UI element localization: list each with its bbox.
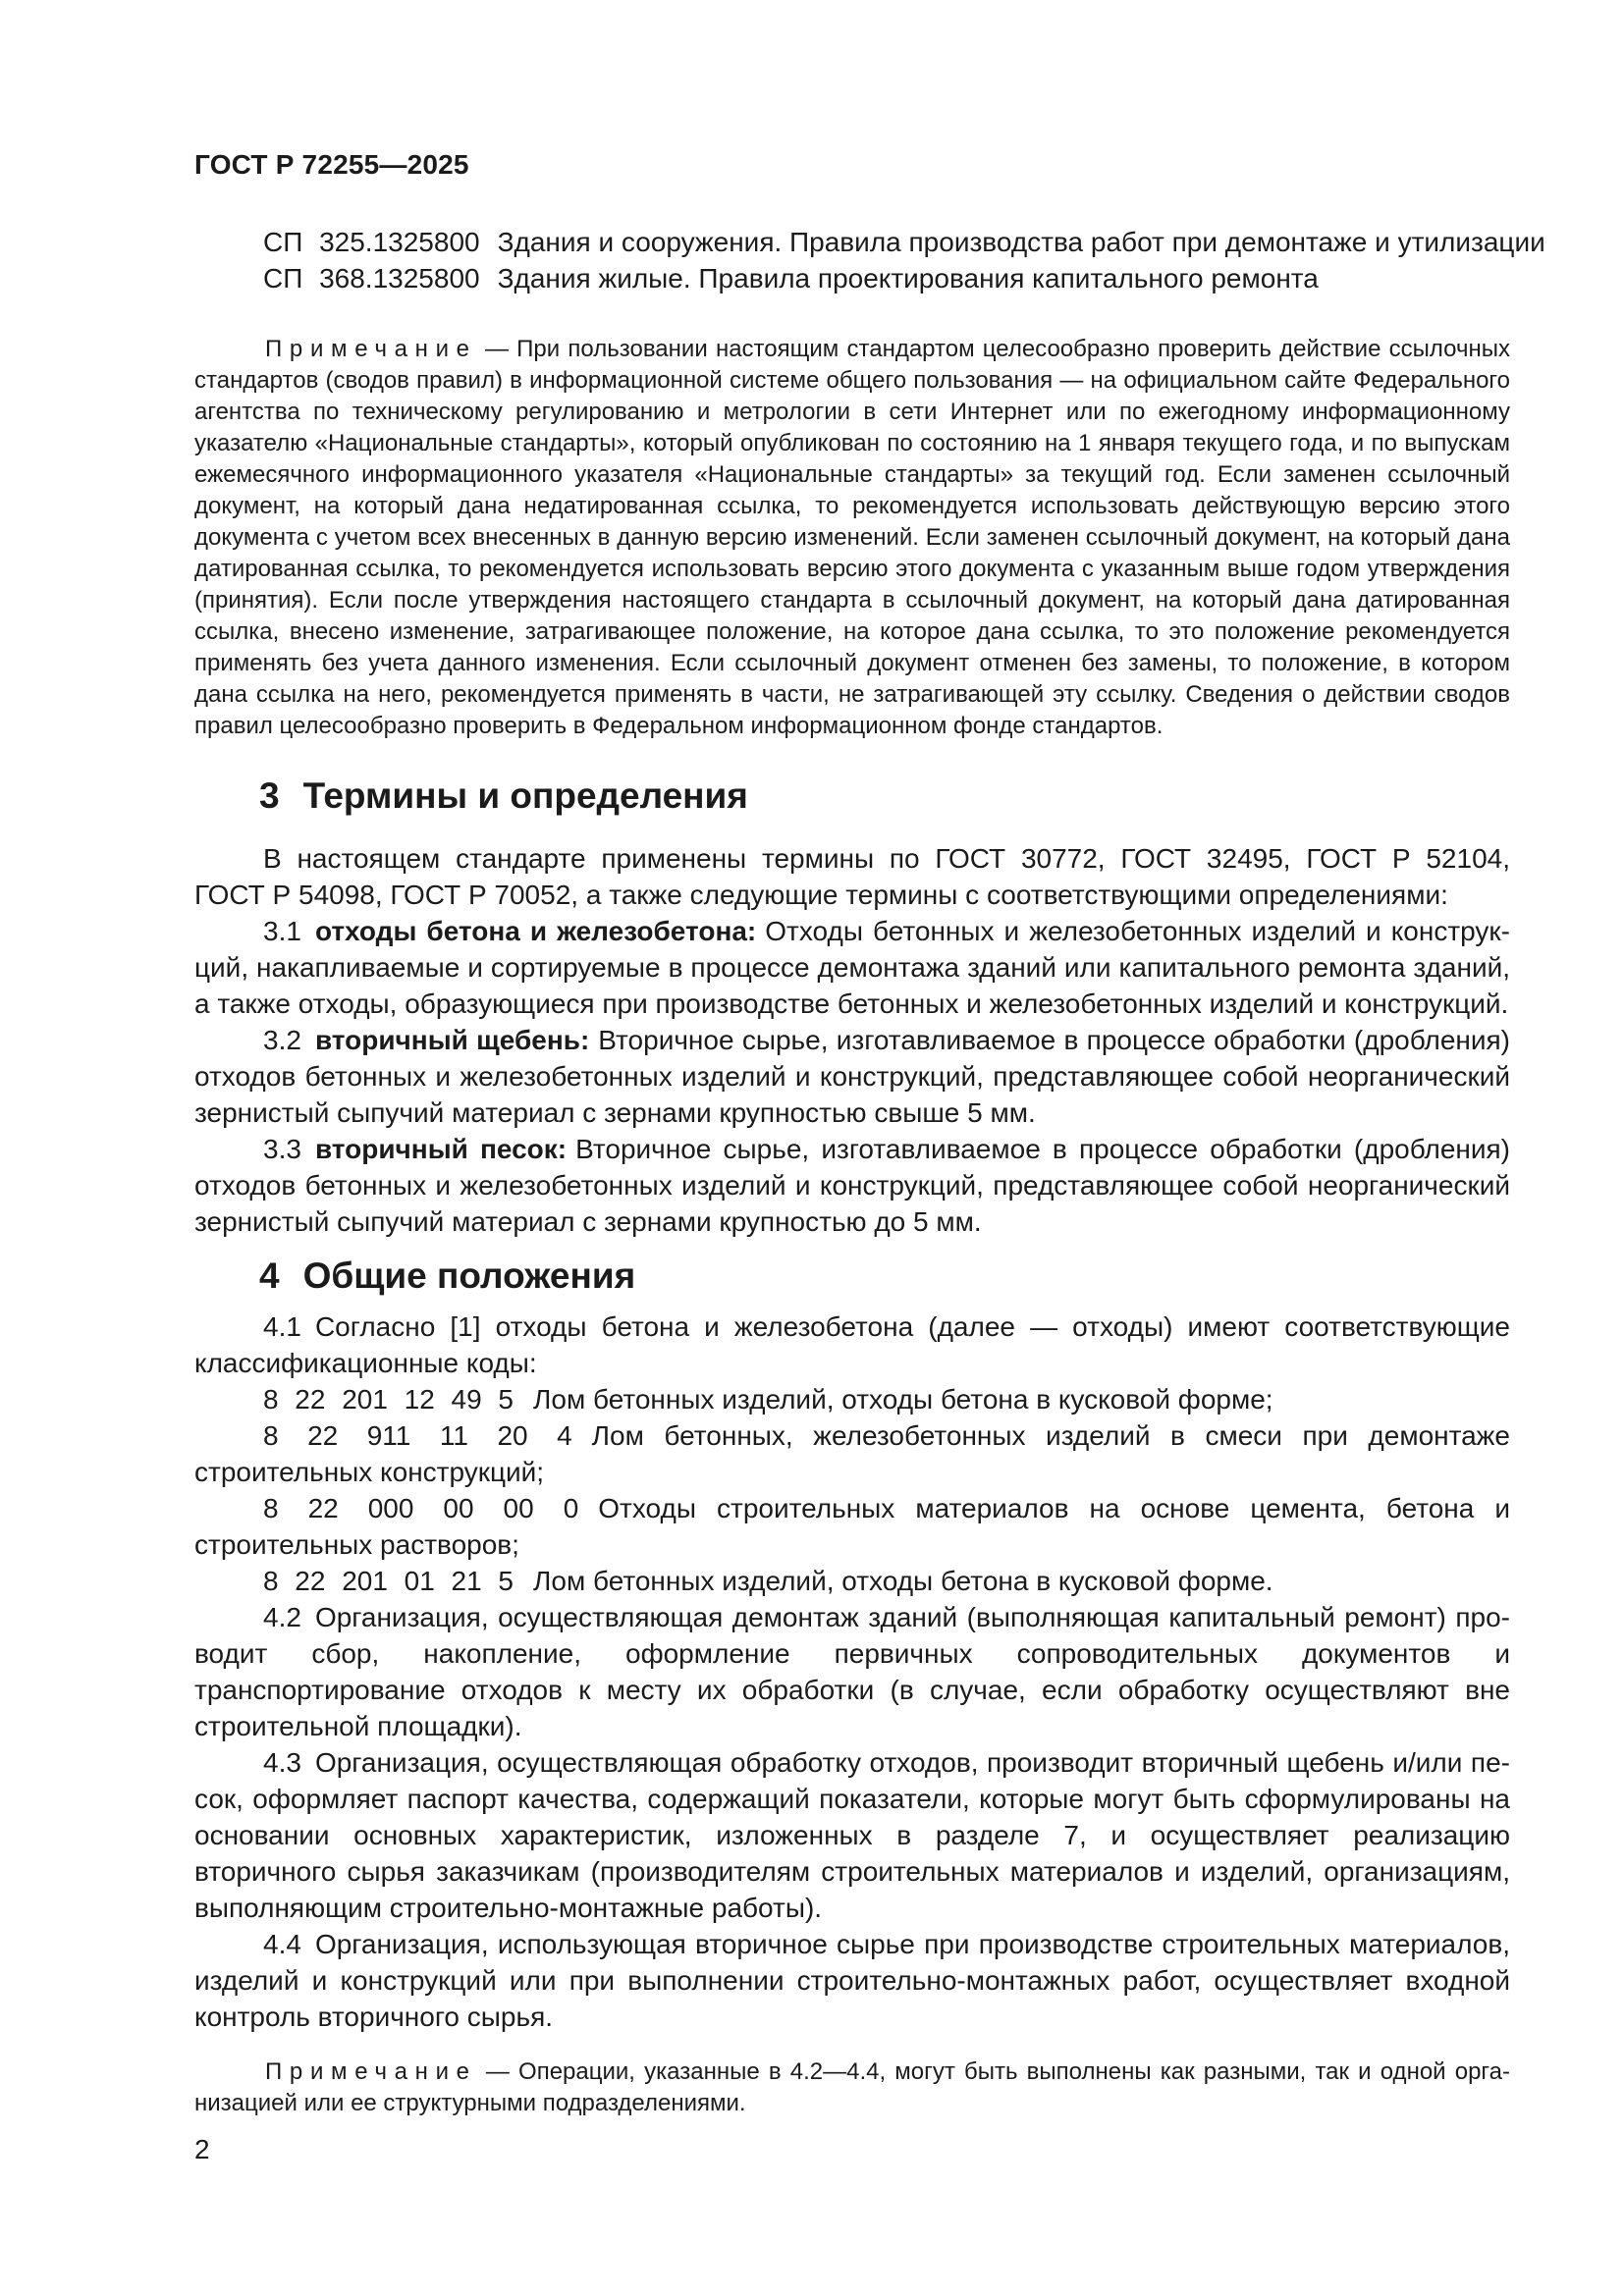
clause-4-3	[194, 1744, 1510, 1926]
term-3-2	[194, 1022, 1510, 1131]
code-number: 8 22 911 11 20 4	[263, 1420, 572, 1451]
page-content	[194, 0, 1545, 2164]
term-definition: Вторичное сырье, изготавливаемое в процессе обработки (дробления) отходов бетонных и железобетонных изделий и конструкций, представляющее собой неорганический зернистый сыпучий материал с зернами крупностью свыше 5 мм.	[194, 1025, 1511, 1128]
clause-number: 4.1	[263, 1311, 301, 1342]
code-number: 8 22 201 01 21 5	[263, 1566, 514, 1596]
standards-validity-note	[194, 334, 1510, 742]
code-number: 8 22 201 12 49 5	[263, 1384, 514, 1415]
references-list	[194, 224, 1545, 296]
clause-number: 4.2	[263, 1602, 301, 1632]
terms-intro-paragraph: В настоящем стандарте применены термины по ГОСТ 30772, ГОСТ 32495, ГОСТ Р 52104, ГОСТ Р 54098, ГОСТ Р 70052, а также следующие термины с соответствующими определениями:	[194, 843, 1510, 910]
term-number: 3.2	[263, 1025, 301, 1055]
clause-text: Организация, использующая вторичное сырье при производстве строительных материалов, изделий и конструкций или при выполнении строительно-монтажных работ, осуществляет входной контроль вторичного сырья.	[194, 1929, 1510, 2032]
classification-code-line	[194, 1381, 1510, 1417]
section-title: Термины и определения	[302, 775, 748, 816]
clause-text: Организация, осуществляющая обработку отходов, производит вторичный щебень и/или песок, оформляет паспорт качества, содержащий показатели, которые могут быть сформулированы на основании основных характеристик, изложенных в разделе 7, и осуществляет реализацию вторичного сырья заказчикам (производителям строительных материалов и изделий, организациям, выполняющим строительно-монтажные работы).	[194, 1747, 1510, 1923]
term-3-3	[194, 1131, 1510, 1240]
note-label: Примечание	[265, 2058, 477, 2085]
note-text: — Операции, указанные в 4.2—4.4, могут быть выполнены как разными, так и одной организацией или ее структурными подразделениями.	[194, 2058, 1510, 2116]
code-number: 8 22 000 00 00 0	[263, 1493, 579, 1523]
code-description: Лом бетонных, железобетонных изделий в смеси при демонтаже строительных конструкций;	[194, 1420, 1510, 1487]
clause-text: Согласно [1] отходы бетона и железобетона (далее — отходы) имеют соответствующие классификационные коды:	[194, 1311, 1510, 1378]
reference-code: СП 325.1325800	[263, 227, 480, 257]
note-label: Примечание	[265, 336, 477, 362]
term-name: вторичный щебень:	[314, 1025, 590, 1055]
clause-number: 4.4	[263, 1929, 301, 1959]
term-name: отходы бетона и железобетона:	[314, 916, 757, 946]
code-description: Лом бетонных изделий, отходы бетона в кусковой форме;	[533, 1384, 1273, 1415]
term-number: 3.1	[263, 916, 301, 946]
term-number: 3.3	[263, 1134, 301, 1164]
clause-4-4	[194, 1926, 1510, 2035]
clause-4-2	[194, 1599, 1510, 1744]
classification-code-line	[194, 1563, 1510, 1599]
term-3-1	[194, 913, 1510, 1022]
term-definition: Вторичное сырье, изготавливаемое в процессе обработки (дробления) отходов бетонных и железобетонных изделий и конструкций, представляющее собой неорганический зернистый сыпучий материал с зернами крупностью до 5 мм.	[194, 1134, 1511, 1237]
running-header: ГОСТ Р 72255—2025	[194, 149, 469, 180]
section-4-heading	[194, 1254, 1510, 1299]
term-name: вторичный песок:	[314, 1134, 568, 1164]
note-text: — При пользовании настоящим стандартом целесообразно проверить действие ссылочных стандартов (сводов правил) в информационной системе общего пользования — на официальном сайте Федерального агентства по техническому регулированию и метрологии в сети Интернет или по ежегодному информационному указателю «Национальные стандарты», который опубликован по состоянию на 1 января текущего года, и по выпускам ежемесячного информационного указателя «Национальные стандарты» за текущий год. Если заменен ссылочный документ, на который дана недатированная ссылка, то рекомендуется использовать действующую версию этого документа с учетом всех внесенных в данную версию изменений. Если заменен ссылочный документ, на который дана датированная ссылка, то рекомендуется использовать версию этого документа с указанным выше годом утверждения (принятия). Если после утверждения настоящего стандарта в ссылочный документ, на который дана датированная ссылка, внесено изменение, затрагивающее положение, на которое дана ссылка, то это положение рекомендуется применять без учета данного изменения. Если ссылочный документ отменен без замены, то положение, в котором дана ссылка на него, рекомендуется применять в части, не затрагивающей эту ссылку. Сведения о действии сводов правил целесообразно проверить в Федеральном информационном фонде стандартов.	[194, 336, 1510, 739]
clause-4-1	[194, 1308, 1510, 1381]
section-title: Общие положения	[302, 1255, 636, 1296]
reference-title: Здания жилые. Правила проектирования капитального ремонта	[497, 263, 1319, 294]
code-description: Лом бетонных изделий, отходы бетона в кусковой форме.	[533, 1566, 1273, 1596]
operations-note	[194, 2056, 1510, 2119]
classification-code-line	[194, 1417, 1510, 1490]
reference-code: СП 368.1325800	[263, 263, 480, 294]
reference-line	[194, 260, 1510, 296]
section-number: 4	[259, 1255, 280, 1296]
page-number: 2	[194, 2134, 210, 2164]
term-definition: Отходы бетонных и железобетонных изделий и конструкций, накапливаемые и сортируемые в процессе демонтажа зданий или капитального ремонта зданий, а также отходы, образующиеся при производстве бетонных и железобетонных изделий и конструкций.	[194, 916, 1510, 1019]
clause-text: Организация, осуществляющая демонтаж зданий (выполняющая капитальный ремонт) проводит сбор, накопление, оформление первичных сопроводительных документов и транспортирование отходов к месту их обработки (в случае, если обработку осуществляют вне строительной площадки).	[194, 1602, 1510, 1741]
section-number: 3	[259, 775, 280, 816]
section-3-heading	[194, 774, 1510, 819]
reference-line	[194, 224, 1545, 260]
code-description: Отходы строительных материалов на основе цемента, бетона и строительных растворов;	[194, 1493, 1510, 1560]
clause-number: 4.3	[263, 1747, 301, 1778]
reference-title: Здания и сооружения. Правила производства работ при демонтаже и утилизации	[497, 227, 1545, 257]
classification-code-line	[194, 1490, 1510, 1563]
